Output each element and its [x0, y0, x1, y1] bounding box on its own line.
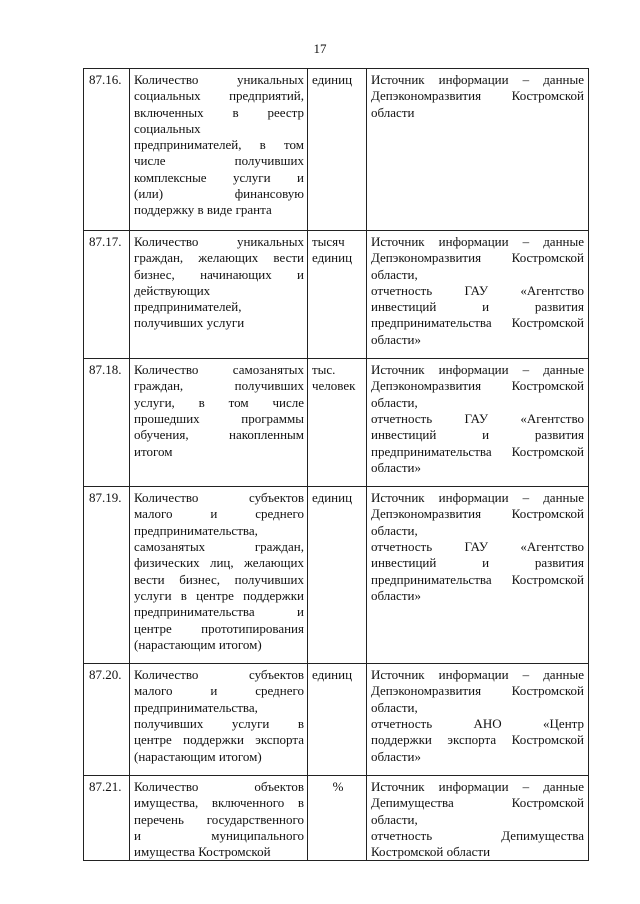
text-line: инвестиций и развития	[371, 555, 584, 571]
unit-of-measure: %	[308, 775, 367, 860]
data-source	[367, 231, 589, 359]
text-line: поддержку в виде гранта	[134, 202, 272, 218]
text-line: отчетность Депимущества	[371, 827, 584, 843]
text-line: области,	[371, 522, 418, 538]
text-line: предпринимателей, в том	[134, 137, 304, 153]
text-line: Депимущества Костромской	[371, 795, 584, 811]
text-line: и муниципального	[134, 827, 304, 843]
text-line: Источник информации – данные	[371, 778, 584, 794]
text-line: предпринимательства Костромской	[371, 315, 584, 331]
indicator-description	[130, 664, 308, 776]
text-line: обучения, накопленным	[134, 427, 304, 443]
text-line: получивших услуги	[134, 315, 245, 331]
text-line: Источник информации – данные	[371, 72, 584, 87]
text-line: прошедших программы	[134, 410, 304, 426]
data-source	[367, 359, 589, 487]
data-source	[367, 775, 589, 860]
indicator-description	[130, 69, 308, 231]
text-line: Количество самозанятых	[134, 362, 304, 378]
text-line: поддержки экспорта Костромской	[371, 732, 584, 748]
text-line: области,	[371, 699, 418, 715]
text-line: отчетность ГАУ «Агентство	[371, 282, 584, 298]
text-line: комплексные услуги и	[134, 169, 304, 185]
text-line: центре поддержки экспорта	[134, 732, 304, 748]
text-line: граждан, получивших	[134, 378, 304, 394]
text-line: отчетность ГАУ «Агентство	[371, 539, 584, 555]
text-line: отчетность ГАУ «Агентство	[371, 410, 584, 426]
table-row	[84, 775, 589, 860]
indicators-table	[83, 68, 589, 861]
row-number: 87.16.	[84, 69, 130, 231]
text-line: предпринимательства,	[134, 522, 258, 538]
text-line: инвестиций и развития	[371, 299, 584, 315]
text-line: самозанятых граждан,	[134, 539, 304, 555]
text-line: малого и среднего	[134, 683, 304, 699]
text-line: отчетность АНО «Центр	[371, 716, 584, 732]
text-line: Источник информации – данные	[371, 667, 584, 683]
text-line: физических лиц, желающих	[134, 555, 304, 571]
table-row	[84, 69, 589, 231]
unit-of-measure: единиц	[308, 487, 367, 664]
text-line: граждан, желающих вести	[134, 250, 304, 266]
text-line: Количество объектов	[134, 778, 304, 794]
table-row	[84, 487, 589, 664]
text-line: получивших услуги в	[134, 716, 304, 732]
table-row	[84, 664, 589, 776]
text-line: предпринимателей,	[134, 299, 242, 315]
text-line: Депэкономразвития Костромской	[371, 378, 584, 394]
text-line: услуги в центре поддержки	[134, 587, 304, 603]
table-row	[84, 231, 589, 359]
text-line: предпринимательства Костромской	[371, 571, 584, 587]
text-line: Источник информации – данные	[371, 234, 584, 249]
text-line: Количество уникальных	[134, 72, 304, 87]
text-line: итогом	[134, 443, 173, 459]
text-line: социальных предприятий,	[134, 88, 304, 104]
row-number: 87.17.	[84, 231, 130, 359]
row-number: 87.20.	[84, 664, 130, 776]
text-line: Количество уникальных	[134, 234, 304, 249]
text-line: бизнес, начинающих и	[134, 266, 304, 282]
text-line: имущества Костромской	[134, 844, 271, 860]
text-line: области	[371, 104, 415, 120]
text-line: Источник информации – данные	[371, 362, 584, 378]
text-line: Депэкономразвития Костромской	[371, 506, 584, 522]
table-row	[84, 359, 589, 487]
text-line: Количество субъектов	[134, 667, 304, 683]
text-line: действующих	[134, 282, 211, 298]
row-number: 87.21.	[84, 775, 130, 860]
indicator-description	[130, 359, 308, 487]
text-line: Депэкономразвития Костромской	[371, 250, 584, 266]
text-line: услуги, в том числе	[134, 394, 304, 410]
text-line: области»	[371, 331, 421, 347]
data-source	[367, 69, 589, 231]
text-line: Депэкономразвития Костромской	[371, 683, 584, 699]
text-line: (нарастающим итогом)	[134, 748, 262, 764]
text-line: (нарастающим итогом)	[134, 636, 262, 652]
page-number: 17	[313, 41, 327, 56]
text-line: Костромской области	[371, 844, 491, 860]
text-line: области»	[371, 748, 421, 764]
text-line: вести бизнес, получивших	[134, 571, 304, 587]
row-number: 87.18.	[84, 359, 130, 487]
unit-of-measure: тыс. человек	[308, 359, 367, 487]
text-line: предпринимательства Костромской	[371, 443, 584, 459]
text-line: социальных	[134, 120, 201, 136]
unit-of-measure: тысяч единиц	[308, 231, 367, 359]
text-line: инвестиций и развития	[371, 427, 584, 443]
row-number: 87.19.	[84, 487, 130, 664]
data-source	[367, 664, 589, 776]
text-line: области,	[371, 394, 418, 410]
text-line: центре прототипирования	[134, 620, 304, 636]
text-line: Депэкономразвития Костромской	[371, 88, 584, 104]
text-line: (или) финансовую	[134, 186, 304, 202]
text-line: Количество субъектов	[134, 490, 304, 506]
text-line: Источник информации – данные	[371, 490, 584, 506]
indicator-description	[130, 487, 308, 664]
text-line: включенных в реестр	[134, 104, 304, 120]
text-line: области,	[371, 811, 418, 827]
text-line: области»	[371, 459, 421, 475]
text-line: числе получивших	[134, 153, 304, 169]
unit-of-measure: единиц	[308, 664, 367, 776]
text-line: области,	[371, 266, 418, 282]
indicator-description	[130, 231, 308, 359]
text-line: области»	[371, 587, 421, 603]
text-line: предпринимательства,	[134, 699, 258, 715]
text-line: перечень государственного	[134, 811, 304, 827]
text-line: имущества, включенного в	[134, 795, 304, 811]
text-line: предпринимательства и	[134, 604, 304, 620]
unit-of-measure: единиц	[308, 69, 367, 231]
indicator-description	[130, 775, 308, 860]
data-source	[367, 487, 589, 664]
text-line: малого и среднего	[134, 506, 304, 522]
